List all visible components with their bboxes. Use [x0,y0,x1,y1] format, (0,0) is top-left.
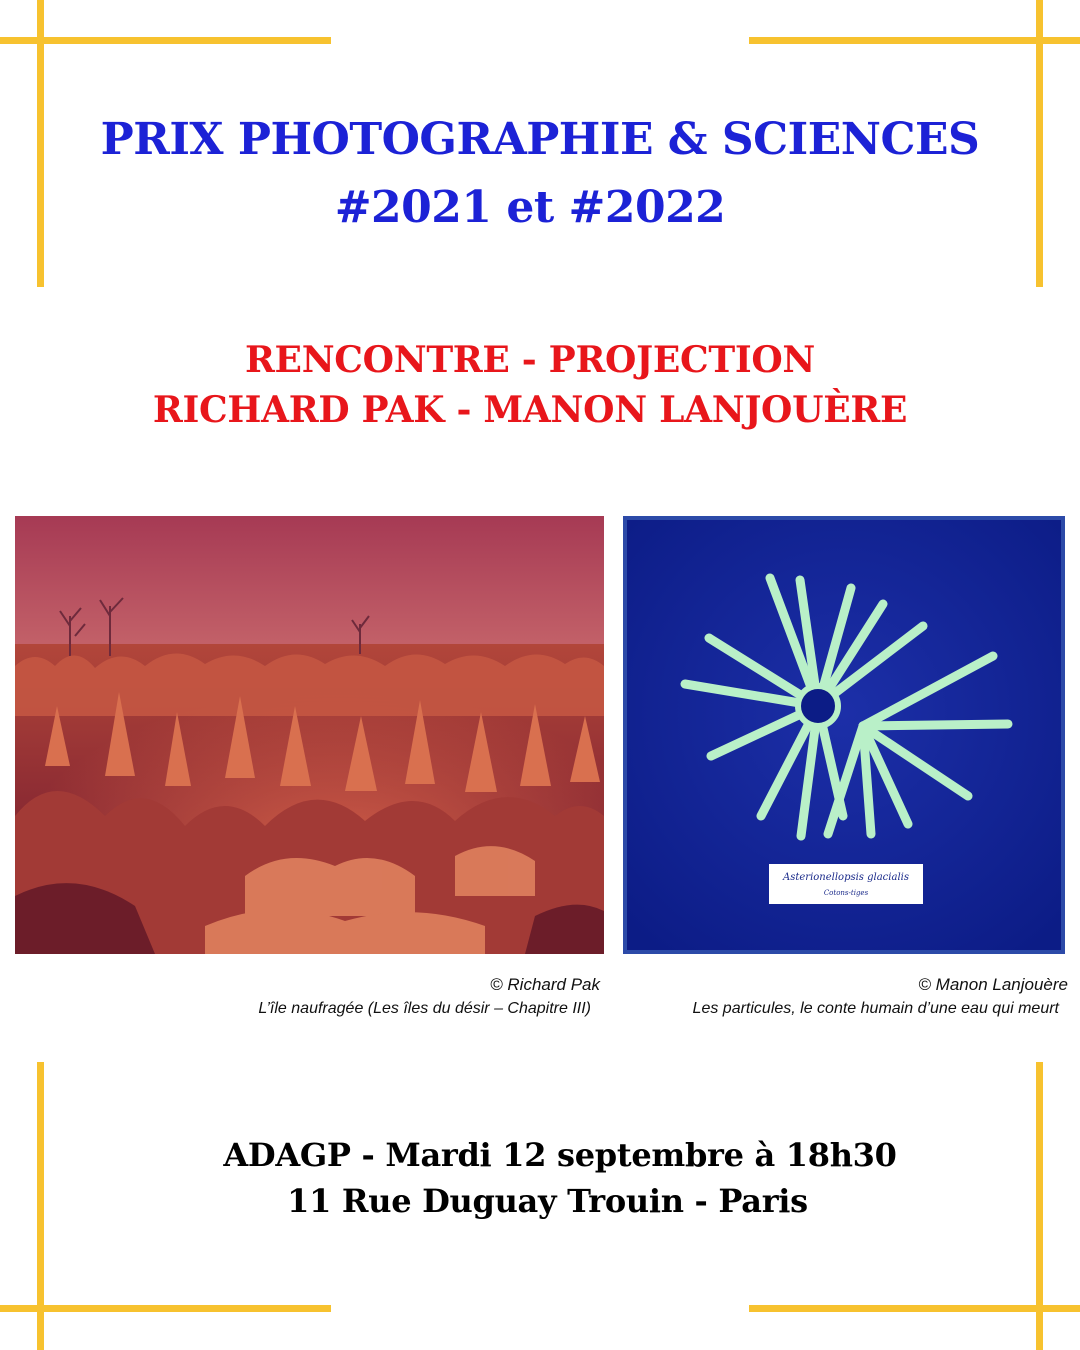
frame-top-right-horizontal [749,37,1080,44]
left-photo-credit: © Richard Pak [490,975,600,994]
manon-lanjouere-photo [623,516,1065,954]
event-address: 11 Rue Duguay Trouin - Paris [287,1182,808,1220]
specimen-label-subtitle: Cotons-tiges [823,889,869,897]
frame-top-left-horizontal [0,37,331,44]
event-date-venue: ADAGP - Mardi 12 septembre à 18h30 [223,1136,897,1174]
left-photo-work-title: L’île naufragée (Les îles du désir – Chapitre III) [258,1000,591,1017]
frame-bottom-left-horizontal [0,1305,331,1312]
right-photo-credit: © Manon Lanjouère [918,975,1068,994]
prize-title: PRIX PHOTOGRAPHIE & SCIENCES [100,114,980,165]
event-type: RENCONTRE - PROJECTION [244,339,816,381]
prize-years: #2021 et #2022 [334,182,726,233]
specimen-label-name: Asterionellopsis glacialis [783,872,909,883]
specimen-label [769,864,923,904]
right-photo-work-title: Les particules, le conte humain d’une eau qui meurt [692,1000,1059,1017]
event-artists: RICHARD PAK - MANON LANJOUÈRE [152,389,908,431]
frame-bottom-right-horizontal [749,1305,1080,1312]
richard-pak-photo [15,516,604,954]
